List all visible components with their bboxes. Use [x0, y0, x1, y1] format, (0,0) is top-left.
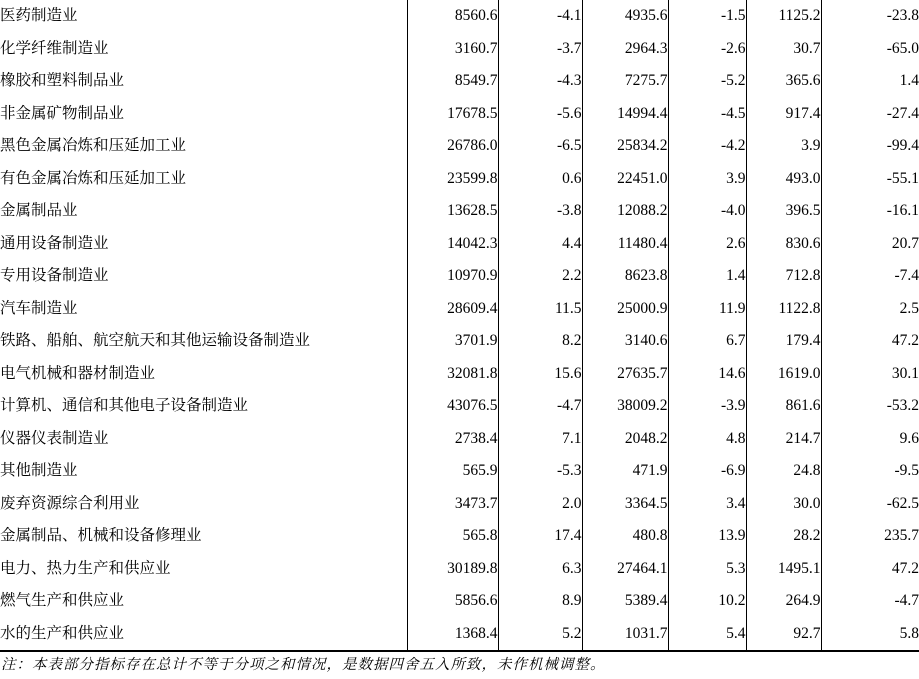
table-row [0, 260, 919, 293]
industry-name-cell: 金属制品业 [0, 195, 407, 228]
industry-name-cell: 化学纤维制造业 [0, 33, 407, 66]
value-cell: 471.9 [582, 455, 668, 488]
value-cell: 27635.7 [582, 358, 668, 391]
value-cell: -23.8 [886, 7, 919, 24]
value-cell: 5.2 [498, 618, 582, 652]
value-cell: 8.9 [498, 585, 582, 618]
table-row [0, 65, 919, 98]
table-row [0, 488, 919, 521]
value-cell: -4.7 [498, 390, 582, 423]
value-cell: 1368.4 [407, 618, 498, 652]
value-cell: 14994.4 [582, 98, 668, 131]
table-row [0, 455, 919, 488]
value-cell: 4.8 [668, 423, 746, 456]
value-cell: 25834.2 [582, 130, 668, 163]
industry-name-cell: 其他制造业 [0, 455, 407, 488]
industry-name-cell: 电气机械和器材制造业 [0, 358, 407, 391]
value-cell: 2.2 [498, 260, 582, 293]
value-cell: 12088.2 [582, 195, 668, 228]
value-cell: -2.6 [668, 33, 746, 66]
value-cell: 480.8 [582, 520, 668, 553]
value-cell: 8549.7 [407, 65, 498, 98]
value-cell: 13.9 [668, 520, 746, 553]
value-cell: -9.5 [894, 462, 919, 479]
industry-name-cell: 废弃资源综合利用业 [0, 488, 407, 521]
value-cell: 1495.1 [746, 553, 821, 586]
value-cell: -62.5 [886, 494, 919, 512]
value-cell: 1619.0 [746, 358, 821, 391]
value-cell: -4.5 [668, 98, 746, 131]
industry-name-cell: 非金属矿物制品业 [0, 98, 407, 131]
value-cell: -3.9 [668, 390, 746, 423]
value-cell: 493.0 [746, 163, 821, 196]
value-cell: 1031.7 [582, 618, 668, 652]
value-cell: 38009.2 [582, 390, 668, 423]
value-cell: 917.4 [746, 98, 821, 131]
table-row [0, 585, 919, 618]
table-row [0, 130, 919, 163]
value-cell: 27464.1 [582, 553, 668, 586]
value-cell: 3.9 [746, 130, 821, 163]
value-cell: -6.5 [498, 130, 582, 163]
value-cell: -4.7 [894, 592, 919, 609]
value-cell: 2.6 [668, 228, 746, 261]
value-cell: -5.6 [498, 98, 582, 131]
value-cell: 365.6 [746, 65, 821, 98]
value-cell: 1.4 [668, 260, 746, 293]
value-cell: 17678.5 [407, 98, 498, 131]
value-cell: 5.3 [668, 553, 746, 586]
industry-name-cell: 燃气生产和供应业 [0, 585, 407, 618]
value-cell: 5389.4 [582, 585, 668, 618]
value-cell: 11480.4 [582, 228, 668, 261]
value-cell: 25000.9 [582, 293, 668, 326]
value-cell: 4935.6 [582, 0, 668, 33]
table-row [0, 325, 919, 358]
value-cell: 28609.4 [407, 293, 498, 326]
value-cell: 11.9 [668, 293, 746, 326]
industry-name-cell: 医药制造业 [0, 0, 407, 33]
value-cell: -4.1 [498, 0, 582, 33]
value-cell: 830.6 [746, 228, 821, 261]
value-cell: -4.0 [668, 195, 746, 228]
value-cell: -16.1 [886, 202, 919, 219]
table-row [0, 293, 919, 326]
value-cell: 3160.7 [407, 33, 498, 66]
value-cell: 396.5 [746, 195, 821, 228]
value-cell: 5.4 [668, 618, 746, 652]
value-cell: 10970.9 [407, 260, 498, 293]
value-cell: 7.1 [498, 423, 582, 456]
value-cell: 32081.8 [407, 358, 498, 391]
value-cell: 23599.8 [407, 163, 498, 196]
value-cell: -1.5 [668, 0, 746, 33]
value-cell: 47.2 [891, 332, 919, 349]
value-cell: 30.0 [746, 488, 821, 521]
value-cell: -4.2 [668, 130, 746, 163]
value-cell: 3140.6 [582, 325, 668, 358]
value-cell: 6.3 [498, 553, 582, 586]
table-row [0, 33, 919, 66]
value-cell: -5.3 [498, 455, 582, 488]
table-row [0, 390, 919, 423]
value-cell: -53.2 [886, 397, 919, 414]
value-cell: 14.6 [668, 358, 746, 391]
value-cell: 3.4 [668, 488, 746, 521]
value-cell: 565.9 [407, 455, 498, 488]
value-cell: 2.0 [498, 488, 582, 521]
value-cell: 11.5 [498, 293, 582, 326]
value-cell: 0.6 [498, 163, 582, 196]
value-cell: 1.4 [899, 72, 919, 89]
value-cell: -3.7 [498, 33, 582, 66]
value-cell: 2964.3 [582, 33, 668, 66]
value-cell: 15.6 [498, 358, 582, 391]
table-row [0, 195, 919, 228]
industry-name-cell: 电力、热力生产和供应业 [0, 553, 407, 586]
industry-name-cell: 仪器仪表制造业 [0, 423, 407, 456]
value-cell: 2738.4 [407, 423, 498, 456]
table-row [0, 553, 919, 586]
value-cell: -6.9 [668, 455, 746, 488]
value-cell: -99.4 [886, 137, 919, 154]
value-cell: 28.2 [746, 520, 821, 553]
industry-name-cell: 有色金属冶炼和压延加工业 [0, 163, 407, 196]
table-row [0, 618, 919, 652]
value-cell: 4.4 [498, 228, 582, 261]
value-cell: 43076.5 [407, 390, 498, 423]
value-cell: 3.9 [668, 163, 746, 196]
industry-name-cell: 金属制品、机械和设备修理业 [0, 520, 407, 553]
value-cell: 10.2 [668, 585, 746, 618]
industry-name-cell: 通用设备制造业 [0, 228, 407, 261]
value-cell: 2048.2 [582, 423, 668, 456]
value-cell: 6.7 [668, 325, 746, 358]
industry-name-cell: 橡胶和塑料制品业 [0, 65, 407, 98]
value-cell: 47.2 [891, 559, 919, 577]
table-row [0, 163, 919, 196]
value-cell: 92.7 [746, 618, 821, 652]
table-row [0, 98, 919, 131]
table-row [0, 0, 919, 33]
value-cell: 3473.7 [407, 488, 498, 521]
value-cell: 5856.6 [407, 585, 498, 618]
table-row [0, 358, 919, 391]
value-cell: 8560.6 [407, 0, 498, 33]
table-footnote: 注：本表部分指标存在总计不等于分项之和情况，是数据四舍五入所致，未作机械调整。 [1, 657, 606, 673]
table-row [0, 423, 919, 456]
industry-name-cell: 铁路、船舶、航空航天和其他运输设备制造业 [0, 325, 407, 358]
value-cell: 8.2 [498, 325, 582, 358]
value-cell: -7.4 [894, 267, 919, 284]
value-cell: 1125.2 [746, 0, 821, 33]
value-cell: 565.8 [407, 520, 498, 553]
value-cell: 179.4 [746, 325, 821, 358]
value-cell: 7275.7 [582, 65, 668, 98]
value-cell: 30189.8 [407, 553, 498, 586]
value-cell: 13628.5 [407, 195, 498, 228]
value-cell: 14042.3 [407, 228, 498, 261]
value-cell: 9.6 [899, 429, 919, 447]
table-row [0, 228, 919, 261]
value-cell: 1122.8 [746, 293, 821, 326]
industry-name-cell: 计算机、通信和其他电子设备制造业 [0, 390, 407, 423]
value-cell: -3.8 [498, 195, 582, 228]
table-row [0, 520, 919, 553]
value-cell: -65.0 [886, 39, 919, 57]
value-cell: 235.7 [884, 527, 919, 544]
value-cell: 3701.9 [407, 325, 498, 358]
value-cell: 5.8 [899, 624, 919, 642]
value-cell: 24.8 [746, 455, 821, 488]
industry-name-cell: 汽车制造业 [0, 293, 407, 326]
value-cell: 214.7 [746, 423, 821, 456]
value-cell: 8623.8 [582, 260, 668, 293]
value-cell: -55.1 [886, 169, 919, 187]
industry-name-cell: 水的生产和供应业 [0, 618, 407, 652]
value-cell: 264.9 [746, 585, 821, 618]
value-cell: 22451.0 [582, 163, 668, 196]
value-cell: 20.7 [891, 234, 919, 252]
value-cell: 30.7 [746, 33, 821, 66]
value-cell: 861.6 [746, 390, 821, 423]
value-cell: 26786.0 [407, 130, 498, 163]
value-cell: -4.3 [498, 65, 582, 98]
value-cell: 17.4 [498, 520, 582, 553]
value-cell: 2.5 [899, 299, 919, 317]
value-cell: -5.2 [668, 65, 746, 98]
industry-name-cell: 专用设备制造业 [0, 260, 407, 293]
value-cell: 3364.5 [582, 488, 668, 521]
value-cell: -27.4 [886, 104, 919, 122]
industry-name-cell: 黑色金属冶炼和压延加工业 [0, 130, 407, 163]
value-cell: 712.8 [746, 260, 821, 293]
value-cell: 30.1 [891, 364, 919, 382]
